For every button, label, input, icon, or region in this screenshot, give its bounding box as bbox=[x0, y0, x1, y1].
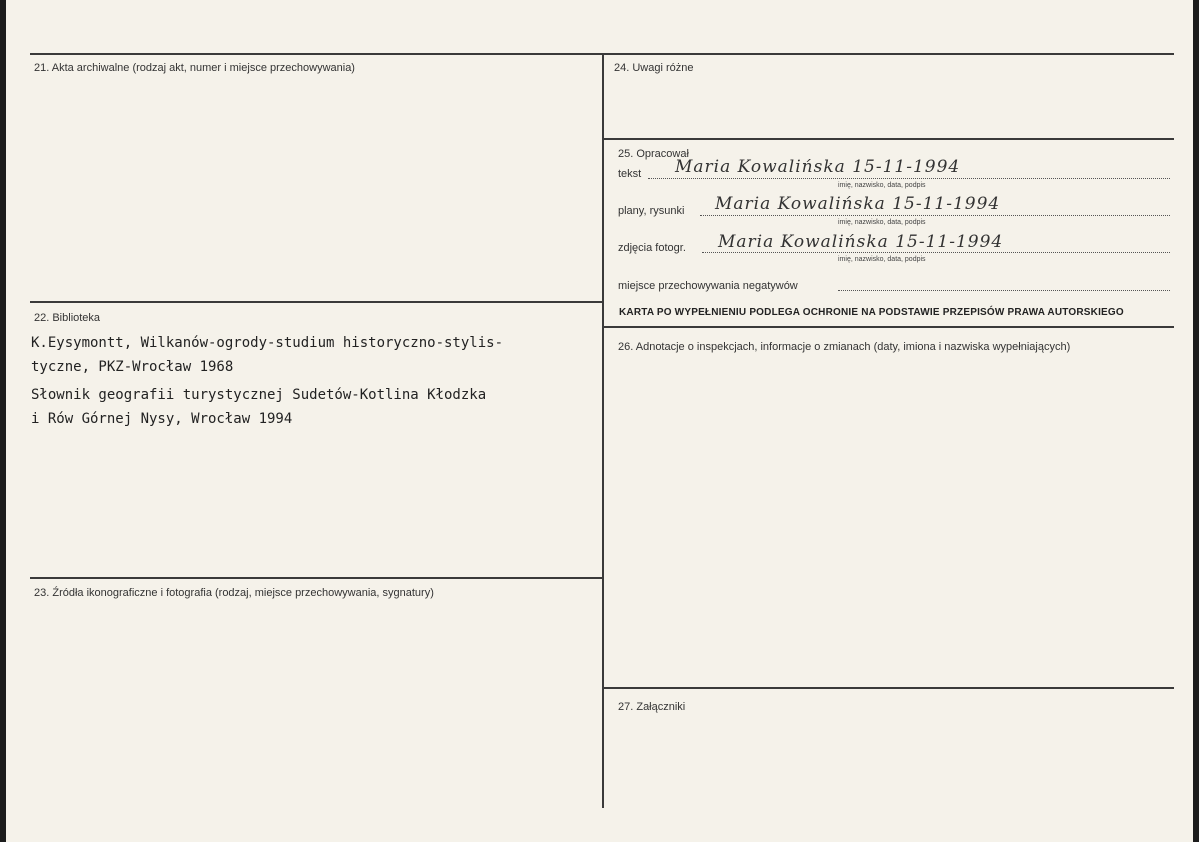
center-divider bbox=[602, 53, 604, 808]
left-edge bbox=[0, 0, 6, 842]
zdjecia-hint: imię, nazwisko, data, podpis bbox=[838, 256, 926, 263]
zdjecia-signature: Maria Kowalińska 15-11-1994 bbox=[718, 232, 1004, 252]
bibliography-line-3: Słownik geografii turystycznej Sudetów-Kotlina Kłodzka bbox=[31, 387, 487, 403]
section-27-label: 27. Załączniki bbox=[618, 701, 686, 713]
plany-signature: Maria Kowalińska 15-11-1994 bbox=[715, 194, 1001, 214]
negatywy-dotted-line bbox=[838, 290, 1170, 291]
tekst-label: tekst bbox=[618, 168, 642, 180]
bibliography-line-1: K.Eysymontt, Wilkanów-ogrody-studium historyczno-stylis- bbox=[31, 335, 504, 351]
plany-hint: imię, nazwisko, data, podpis bbox=[838, 219, 926, 226]
section-22-label: 22. Biblioteka bbox=[34, 312, 101, 324]
zdjecia-dotted-line bbox=[702, 252, 1170, 253]
tekst-dotted-line bbox=[648, 178, 1170, 179]
section-23-label: 23. Źródła ikonograficzne i fotografia (rodzaj, miejsce przechowywania, sygnatury) bbox=[34, 587, 434, 599]
section-21-label: 21. Akta archiwalne (rodzaj akt, numer i miejsce przechowywania) bbox=[34, 62, 355, 74]
bibliography-line-4: i Rów Górnej Nysy, Wrocław 1994 bbox=[31, 411, 293, 427]
tekst-hint: imię, nazwisko, data, podpis bbox=[838, 182, 926, 189]
copyright-notice: KARTA PO WYPEŁNIENIU PODLEGA OCHRONIE NA PODSTAWIE PRZEPISÓW PRAWA AUTORSKIEGO bbox=[619, 307, 1124, 318]
plany-label: plany, rysunki bbox=[618, 205, 685, 217]
rule-26 bbox=[602, 326, 1174, 328]
section-26-label: 26. Adnotacje o inspekcjach, informacje o zmianach (daty, imiona i nazwiska wypełniających) bbox=[618, 341, 1071, 353]
rule-25 bbox=[602, 138, 1174, 140]
bibliography-line-2: tyczne, PKZ-Wrocław 1968 bbox=[31, 359, 234, 375]
rule-27 bbox=[602, 687, 1174, 689]
rule-23 bbox=[30, 577, 603, 579]
section-25-label: 25. Opracował bbox=[618, 148, 689, 160]
zdjecia-label: zdjęcia fotogr. bbox=[618, 242, 686, 254]
rule-22 bbox=[30, 301, 603, 303]
negatywy-label: miejsce przechowywania negatywów bbox=[618, 280, 798, 292]
right-edge bbox=[1193, 0, 1199, 842]
section-24-label: 24. Uwagi różne bbox=[614, 62, 694, 74]
plany-dotted-line bbox=[700, 215, 1170, 216]
tekst-signature: Maria Kowalińska 15-11-1994 bbox=[675, 157, 961, 177]
